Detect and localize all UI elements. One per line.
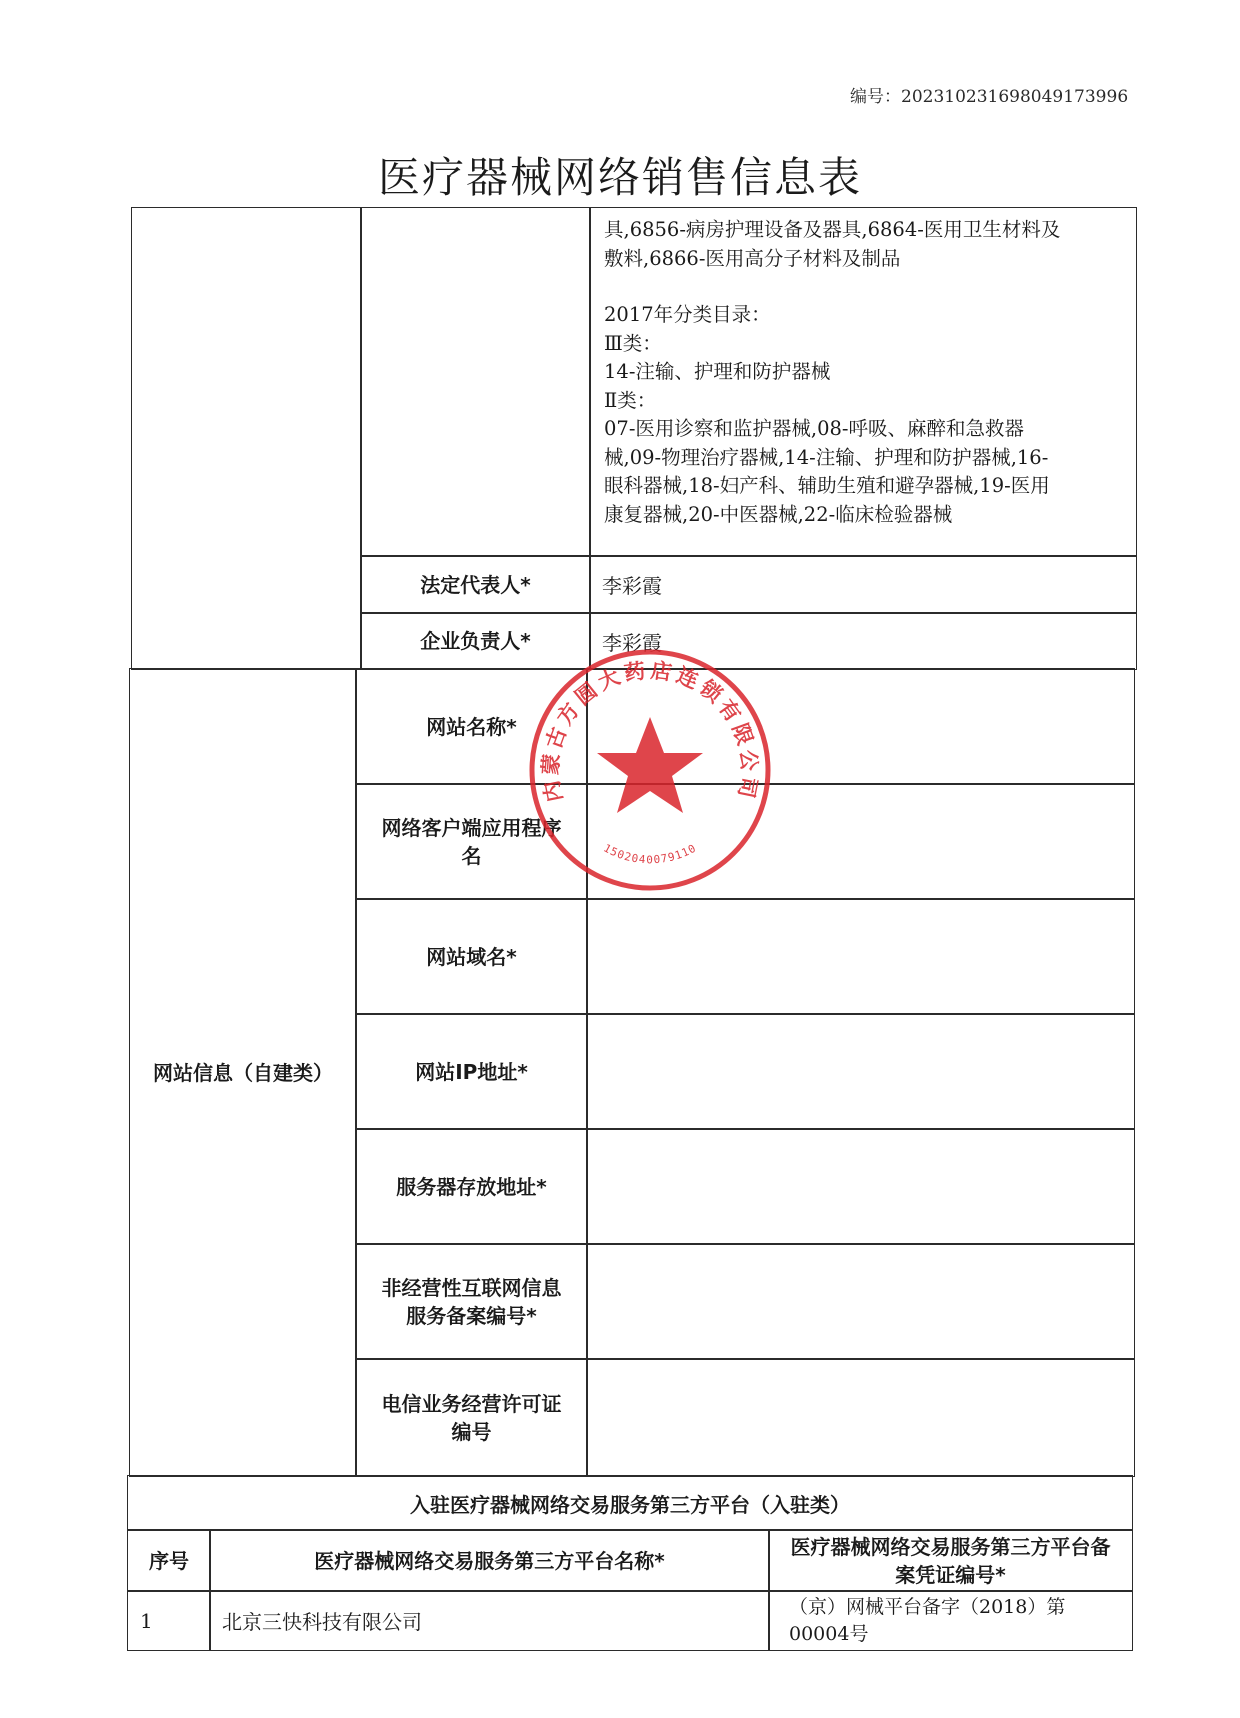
platform-col-name: 医疗器械网络交易服务第三方平台名称* xyxy=(209,1529,770,1592)
scope-label-cell xyxy=(360,207,591,557)
seal-text: 内蒙古方圆大药店连锁有限公司 xyxy=(538,658,762,804)
legal-rep-label: 法定代表人* xyxy=(360,555,591,614)
platform-col-record: 医疗器械网络交易服务第三方平台备案凭证编号* xyxy=(768,1529,1133,1592)
icp-value xyxy=(586,1243,1135,1360)
enterprise-head-label: 企业负责人* xyxy=(360,612,591,670)
platform-row-name: 北京三快科技有限公司 xyxy=(209,1590,770,1651)
platform-row-index: 1 xyxy=(127,1590,211,1651)
document-number-label: 编号： xyxy=(850,87,901,107)
ip-value xyxy=(586,1013,1135,1130)
page-title: 医疗器械网络销售信息表 xyxy=(377,153,862,202)
telecom-license-value xyxy=(586,1358,1135,1477)
class2-line: 械,09-物理治疗器械,14-注输、护理和防护器械,16- xyxy=(604,445,1049,469)
client-app-value xyxy=(586,783,1135,900)
site-name-value xyxy=(586,668,1135,785)
scope-line: 具,6856-病房护理设备及器具,6864-医用卫生材料及 xyxy=(604,218,1061,241)
class2-label: Ⅱ类： xyxy=(604,388,657,412)
seal-number: 1502040079110 xyxy=(601,841,699,867)
business-scope-cell xyxy=(589,207,1137,557)
server-address-label: 服务器存放地址* xyxy=(355,1128,588,1245)
class2-line: 07-医用诊察和监护器械,08-呼吸、麻醉和急救器 xyxy=(604,417,1025,440)
icp-label: 非经营性互联网信息服务备案编号* xyxy=(355,1243,588,1360)
site-name-label: 网站名称* xyxy=(355,668,588,785)
class3-items: 14-注输、护理和防护器械 xyxy=(604,360,831,383)
left-blank-cell xyxy=(131,207,362,670)
legal-rep-value: 李彩霞 xyxy=(589,555,1137,614)
domain-value xyxy=(586,898,1135,1015)
ip-label: 网站IP地址* xyxy=(355,1013,588,1130)
class3-label: Ⅲ类： xyxy=(604,331,662,355)
document-number xyxy=(850,82,1128,107)
catalog-2017-label: 2017年分类目录： xyxy=(604,303,771,326)
client-app-label: 网络客户端应用程序名 xyxy=(355,783,588,900)
class2-line: 眼科器械,18-妇产科、辅助生殖和避孕器械,19-医用 xyxy=(604,474,1050,497)
document-number-value: 20231023169804917399​6 xyxy=(901,87,1129,107)
class2-line: 康复器械,20-中医器械,22-临床检验器械 xyxy=(604,502,953,526)
server-address-value xyxy=(586,1128,1135,1245)
platform-row-record: （京）网械平台备字（2018）第00004号 xyxy=(768,1590,1133,1651)
scope-line: 敷料,6866-医用高分子材料及制品 xyxy=(604,246,901,270)
domain-label: 网站域名* xyxy=(355,898,588,1015)
enterprise-head-value: 李彩霞 xyxy=(589,612,1137,670)
platform-col-index: 序号 xyxy=(127,1529,211,1592)
website-info-section-label: 网站信息（自建类） xyxy=(129,668,357,1477)
platform-section-title: 入驻医疗器械网络交易服务第三方平台（入驻类） xyxy=(127,1475,1133,1531)
telecom-license-label: 电信业务经营许可证编号 xyxy=(355,1358,588,1477)
